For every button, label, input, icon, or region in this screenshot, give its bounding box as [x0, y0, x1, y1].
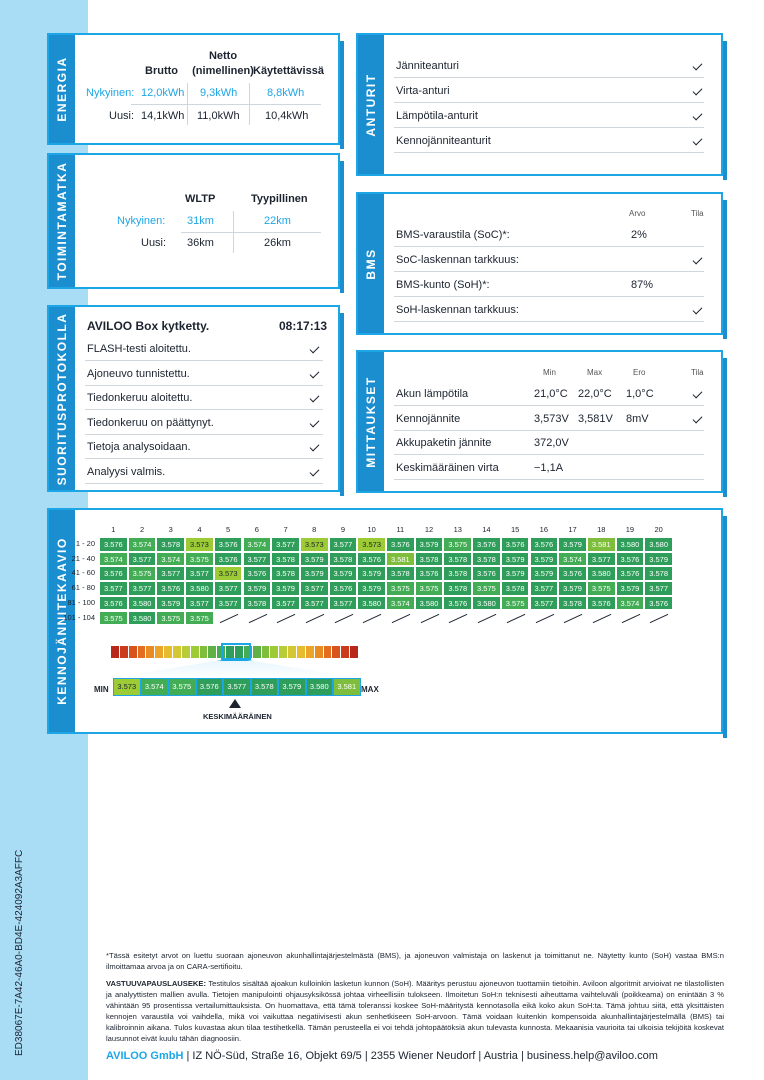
heat-segment — [332, 646, 340, 658]
voltage-cell: 3.574 — [616, 596, 645, 611]
scale-cell: 3.579 — [278, 678, 306, 696]
voltage-cell: 3.580 — [128, 596, 157, 611]
energy-current-netto: 9,3kWh — [200, 87, 238, 99]
voltage-cell: 3.577 — [214, 581, 243, 596]
measurement-min: −1,1A — [534, 461, 564, 474]
voltage-cell: 3.579 — [357, 581, 386, 596]
voltage-cell: 3.575 — [156, 611, 185, 626]
bms-col-status: Tila — [691, 209, 704, 218]
row-label: 61 - 80 — [71, 583, 95, 593]
heat-segment — [129, 646, 137, 658]
voltage-cell: 3.576 — [386, 537, 415, 552]
voltage-cell: 3.575 — [128, 566, 157, 581]
footnote-disclaimer: VASTUUVAPAUSLAUSEKE: Testitulos sisältää ajoakun kulloinkin lasketun kunnon (SoH). Määritys perustuu ajoneuvon tuottamiin tietoihin. Aviloon algoritmit arvioivat ne tilastollisten ja analyyttisten mallien avulla. Tietojen manipulointi ohjausyksikössä johtaa virheellisiin tulokseen. Ilmoitetun SoH:n teknisesti aiheuttama vaihteluväli (poikkeama) on enintään 3 % vähintään 95 prosentissa vertailumittauksista. On huomattava, että tämä toleranssi koskee SoH-määritystä kennotasolla eikä koko akun SoH:ta. Tämä johtuu siitä, että yksittäisten kennojen varaustila voi vaihdella, mikä voi vaikuttaa negatiivisesti akun senhetkiseen SoH-arvoon. Tämä voidaan kuitenkin kompensoida akunhallintajärjestelmällä (BMS) tai kalibroinnin aikana. Tulos kuvastaa akun tilaa testihetkellä. Tämän perusteella ei voi tehdä johtopäätöksiä akun tulevasta kunnosta. Mekaanisia vaurioita tai ulkoisia tekijöitä koskevat lausunnot eivät kuulu tähän diagnoosiin. — [106, 979, 724, 1043]
footer-country: Austria — [483, 1050, 518, 1062]
bms-tab: BMS — [358, 194, 384, 333]
check-icon — [692, 389, 702, 399]
row-divider — [394, 430, 704, 431]
empty-cell-dash — [392, 613, 411, 622]
footer-address: IZ NÖ-Süd, Straße 16, Objekt 69/5 — [192, 1050, 362, 1062]
col-brutto: Brutto — [145, 65, 178, 77]
row-divider — [85, 434, 323, 435]
heat-segment — [270, 646, 278, 658]
average-marker-icon — [229, 699, 241, 708]
voltage-cell: 3.577 — [329, 596, 358, 611]
column-header: 16 — [539, 525, 549, 534]
column-header: 14 — [482, 525, 491, 534]
heat-segment — [208, 646, 216, 658]
empty-cell-dash — [650, 613, 669, 622]
voltage-cell: 3.574 — [243, 537, 272, 552]
heat-segment — [191, 646, 199, 658]
energy-new-available: 10,4kWh — [265, 110, 309, 122]
column-header: 3 — [168, 525, 173, 534]
empty-cell-dash — [621, 613, 640, 622]
voltage-cell: 3.579 — [243, 581, 272, 596]
voltage-cell: 3.575 — [185, 611, 214, 626]
check-icon — [692, 255, 702, 265]
range-current-label: Nykyinen: — [117, 215, 166, 227]
row-divider — [85, 360, 323, 361]
voltage-cell: 3.577 — [214, 596, 243, 611]
voltage-cell: 3.578 — [386, 566, 415, 581]
bms-label: SoH-laskennan tarkkuus: — [396, 304, 519, 316]
meas-col-diff: Ero — [633, 368, 646, 377]
empty-cell-dash — [220, 613, 239, 622]
row-divider — [394, 405, 704, 406]
col-wltp: WLTP — [185, 193, 216, 205]
row-divider — [394, 454, 704, 455]
row-divider — [394, 77, 704, 78]
voltage-cell: 3.580 — [616, 537, 645, 552]
heat-segment — [288, 646, 296, 658]
voltage-cell: 3.577 — [300, 596, 329, 611]
row-label: 1 - 20 — [75, 539, 95, 548]
range-new-typical: 26km — [264, 237, 291, 249]
voltage-cell: 3.577 — [99, 581, 128, 596]
voltage-cell: 3.575 — [99, 611, 128, 626]
row-divider — [394, 127, 704, 128]
column-header: 2 — [139, 525, 145, 534]
measurement-min: 3,573V — [534, 412, 569, 425]
voltage-cell: 3.581 — [386, 552, 415, 567]
row-divider — [394, 321, 704, 322]
range-current-typical: 22km — [264, 215, 291, 227]
measurement-diff: 8mV — [626, 412, 649, 425]
scale-cell: 3.578 — [251, 678, 279, 696]
voltage-cell: 3.577 — [185, 596, 214, 611]
check-icon — [309, 467, 319, 477]
voltage-cell: 3.576 — [214, 552, 243, 567]
scale-cell: 3.581 — [333, 678, 361, 696]
energy-current-brutto: 12,0kWh — [141, 87, 185, 99]
row-divider — [394, 152, 704, 153]
row-divider — [85, 483, 323, 484]
row-label: 101 - 104 — [63, 612, 95, 622]
footer-city: 2355 Wiener Neudorf — [370, 1050, 476, 1062]
check-icon — [309, 393, 319, 403]
protocol-item: Analyysi valmis. — [87, 465, 166, 478]
heat-segment — [200, 646, 208, 658]
row-divider — [85, 458, 323, 459]
voltage-cell: 3.580 — [128, 611, 157, 626]
voltage-cell: 3.578 — [501, 581, 530, 596]
measurement-label: Keskimääräinen virta — [396, 461, 499, 474]
voltage-cell: 3.574 — [99, 552, 128, 567]
energy-new-netto: 11,0kWh — [197, 110, 240, 122]
measurement-min: 372,0V — [534, 437, 569, 449]
check-icon — [692, 136, 702, 146]
column-header: 18 — [597, 525, 606, 534]
bms-value: 2% — [631, 229, 647, 241]
column-header: 5 — [226, 525, 231, 534]
check-icon — [309, 344, 319, 354]
empty-cell-dash — [478, 613, 497, 622]
meas-col-status: Tila — [691, 368, 704, 377]
check-icon — [692, 111, 702, 121]
empty-cell-dash — [593, 613, 612, 622]
voltage-cell: 3.573 — [357, 537, 386, 552]
voltage-cell: 3.580 — [357, 596, 386, 611]
col-netto-sub: (nimellinen) — [192, 65, 254, 77]
toimintamatka-tab: TOIMINTAMATKA — [49, 155, 75, 287]
heat-segment — [120, 646, 128, 658]
empty-cell-dash — [449, 613, 468, 622]
bms-label: SoC-laskennan tarkkuus: — [396, 254, 519, 266]
heat-bar-highlight — [221, 643, 251, 660]
voltage-cell: 3.574 — [386, 596, 415, 611]
voltage-cell: 3.578 — [156, 537, 185, 552]
voltage-cell: 3.579 — [558, 537, 587, 552]
voltage-cell: 3.577 — [243, 552, 272, 567]
voltage-cell: 3.579 — [300, 552, 329, 567]
voltage-cell: 3.579 — [501, 552, 530, 567]
row-label: 21 - 40 — [71, 553, 95, 563]
measurement-label: Akun lämpötila — [396, 388, 469, 400]
voltage-cell: 3.576 — [501, 537, 530, 552]
voltage-cell: 3.576 — [587, 596, 616, 611]
sensor-item: Virta-anturi — [396, 85, 450, 97]
heat-segment — [182, 646, 190, 658]
voltage-cell: 3.578 — [443, 552, 472, 567]
bms-label: BMS-varaustila (SoC)*: — [396, 229, 510, 241]
voltage-cell: 3.579 — [558, 581, 587, 596]
voltage-cell: 3.578 — [644, 566, 673, 581]
meas-col-min: Min — [543, 368, 556, 377]
column-header: 4 — [197, 525, 202, 534]
column-header: 15 — [510, 525, 520, 534]
col-kaytettavissa: Käytettävissä — [253, 65, 324, 77]
voltage-cell: 3.579 — [300, 566, 329, 581]
average-label: KESKIMÄÄRÄINEN — [203, 712, 272, 721]
voltage-cell: 3.576 — [99, 537, 128, 552]
energia-panel — [47, 33, 340, 145]
voltage-cell: 3.577 — [185, 566, 214, 581]
document-id: ED38067E-7A42-46A0-BD4E-424092A3AFFC — [14, 849, 25, 1056]
protocol-item: Tiedonkeruu aloitettu. — [87, 392, 193, 404]
voltage-cell: 3.579 — [644, 552, 673, 567]
heat-segment — [253, 646, 261, 658]
voltage-cell: 3.575 — [415, 581, 444, 596]
column-header: 6 — [254, 525, 259, 534]
scale-cell: 3.576 — [196, 678, 224, 696]
voltage-cell: 3.580 — [587, 566, 616, 581]
heat-segment — [350, 646, 358, 658]
sensor-item: Kennojänniteanturit — [396, 135, 491, 147]
row-divider — [394, 271, 704, 272]
empty-cell-dash — [334, 613, 353, 622]
heat-segment — [146, 646, 154, 658]
sensor-item: Jänniteanturi — [396, 60, 459, 72]
heat-segment — [297, 646, 305, 658]
range-new-label: Uusi: — [141, 237, 167, 249]
empty-cell-dash — [306, 613, 325, 622]
row-divider — [394, 296, 704, 297]
voltage-cell: 3.576 — [156, 581, 185, 596]
column-header: 13 — [453, 525, 462, 534]
voltage-cell: 3.579 — [616, 581, 645, 596]
voltage-cell: 3.578 — [271, 552, 300, 567]
heat-segment — [111, 646, 119, 658]
check-icon — [309, 442, 319, 452]
voltage-cell: 3.580 — [185, 581, 214, 596]
voltage-cell: 3.573 — [214, 566, 243, 581]
voltage-cell: 3.577 — [587, 552, 616, 567]
voltage-cell: 3.579 — [415, 537, 444, 552]
voltage-cell: 3.573 — [300, 537, 329, 552]
new-label: Uusi: — [109, 110, 135, 122]
voltage-cell: 3.576 — [99, 596, 128, 611]
protocol-time: 08:17:13 — [279, 319, 328, 333]
voltage-cell: 3.576 — [214, 537, 243, 552]
voltage-cell: 3.579 — [156, 596, 185, 611]
protocol-item: Ajoneuvo tunnistettu. — [87, 367, 190, 380]
row-label: 41 - 60 — [71, 568, 95, 578]
voltage-cell: 3.580 — [472, 596, 501, 611]
heat-bar-connector — [111, 660, 359, 678]
voltage-cell: 3.579 — [501, 566, 530, 581]
protokolla-tab: SUORITUSPROTOKOLLA — [49, 307, 75, 490]
heat-segment — [341, 646, 349, 658]
heat-segment — [324, 646, 332, 658]
voltage-cell: 3.577 — [271, 596, 300, 611]
protokolla-panel — [47, 305, 340, 492]
empty-cell-dash — [564, 613, 583, 622]
voltage-cell: 3.578 — [415, 552, 444, 567]
voltage-cell: 3.575 — [472, 581, 501, 596]
scale-cell: 3.573 — [113, 678, 141, 696]
voltage-cell: 3.576 — [472, 537, 501, 552]
voltage-cell: 3.576 — [616, 552, 645, 567]
row-divider — [85, 409, 323, 410]
voltage-cell: 3.577 — [530, 581, 559, 596]
empty-cell-dash — [507, 613, 526, 622]
column-header: 9 — [340, 525, 346, 534]
voltage-cell: 3.573 — [185, 537, 214, 552]
voltage-cell: 3.576 — [329, 581, 358, 596]
measurement-label: Akkupaketin jännite — [396, 437, 492, 449]
scale-cell: 3.575 — [168, 678, 196, 696]
check-icon — [309, 369, 319, 379]
kaavio-panel — [47, 508, 723, 734]
measurement-diff: 1,0°C — [626, 388, 654, 400]
voltage-cell: 3.577 — [156, 566, 185, 581]
protocol-item: Tiedonkeruu on päättynyt. — [87, 416, 214, 429]
voltage-cell: 3.577 — [329, 537, 358, 552]
column-header: 11 — [396, 525, 405, 534]
heat-segment — [306, 646, 314, 658]
row-divider — [394, 246, 704, 247]
voltage-cell: 3.576 — [357, 552, 386, 567]
mittaukset-panel — [356, 350, 723, 493]
heat-segment — [164, 646, 172, 658]
empty-cell-dash — [535, 613, 554, 622]
protocol-header: AVILOO Box kytketty. — [87, 319, 210, 333]
range-current-wltp: 31km — [187, 215, 214, 227]
heat-segment — [279, 646, 287, 658]
voltage-cell: 3.579 — [530, 552, 559, 567]
sensor-item: Lämpötila-anturit — [396, 110, 478, 122]
scale-cell: 3.577 — [223, 678, 251, 696]
row-divider — [394, 102, 704, 103]
voltage-cell: 3.577 — [644, 581, 673, 596]
measurement-label: Kennojännite — [396, 412, 461, 425]
voltage-cell: 3.576 — [644, 596, 673, 611]
voltage-cell: 3.577 — [300, 581, 329, 596]
range-new-wltp: 36km — [187, 237, 214, 249]
check-icon — [692, 86, 702, 96]
check-icon — [692, 305, 702, 315]
column-header: 12 — [424, 525, 434, 534]
anturit-tab: ANTURIT — [358, 35, 384, 174]
voltage-cell: 3.578 — [271, 566, 300, 581]
voltage-cell: 3.581 — [587, 537, 616, 552]
bms-value: 87% — [631, 279, 654, 291]
check-icon — [692, 61, 702, 71]
empty-cell-dash — [420, 613, 439, 622]
protocol-item: Tietoja analysoidaan. — [87, 441, 191, 453]
anturit-panel — [356, 33, 723, 176]
energy-new-brutto: 14,1kWh — [141, 110, 185, 122]
voltage-cell: 3.574 — [558, 552, 587, 567]
row-label: 81 - 100 — [67, 597, 95, 607]
voltage-cell: 3.579 — [329, 566, 358, 581]
empty-cell-dash — [277, 613, 296, 622]
voltage-cell: 3.575 — [386, 581, 415, 596]
voltage-cell: 3.579 — [357, 566, 386, 581]
voltage-cell: 3.577 — [128, 581, 157, 596]
scale-cell: 3.580 — [306, 678, 334, 696]
footnote-bms: *Tässä esitetyt arvot on luettu suoraan ajoneuvon akunhallintajärjestelmästä (BMS), ja ajoneuvon valmistaja on laskenut ja toimittanut ne. Näytetty kunto (SoH) vastaa BMS:n ilmoittamaa arvoa ja on CARA-sertifioitu. — [106, 951, 724, 971]
voltage-cell: 3.574 — [156, 552, 185, 567]
voltage-cell: 3.576 — [243, 566, 272, 581]
voltage-cell: 3.578 — [443, 566, 472, 581]
voltage-cell: 3.575 — [587, 581, 616, 596]
empty-cell-dash — [248, 613, 267, 622]
voltage-cell: 3.578 — [443, 581, 472, 596]
voltage-cell: 3.576 — [415, 566, 444, 581]
energy-current-available: 8,8kWh — [267, 87, 305, 99]
voltage-cell: 3.579 — [530, 566, 559, 581]
heat-segment — [173, 646, 181, 658]
footer: AVILOO GmbH | IZ NÖ-Süd, Straße 16, Objekt 69/5 | 2355 Wiener Neudorf | Austria | business.help@aviloo.com — [106, 1050, 658, 1062]
bms-label: BMS-kunto (SoH)*: — [396, 279, 490, 291]
voltage-cell: 3.576 — [443, 596, 472, 611]
column-header: 19 — [625, 525, 635, 534]
voltage-cell: 3.578 — [472, 552, 501, 567]
footer-email[interactable]: business.help@aviloo.com — [526, 1050, 658, 1062]
measurement-max: 22,0°C — [578, 388, 612, 400]
energia-tab: ENERGIA — [49, 35, 75, 143]
voltage-cell: 3.577 — [530, 596, 559, 611]
voltage-cell: 3.578 — [243, 596, 272, 611]
column-header: 1 — [111, 525, 116, 534]
voltage-cell: 3.574 — [128, 537, 157, 552]
voltage-cell: 3.578 — [329, 552, 358, 567]
footer-company: AVILOO GmbH — [106, 1050, 184, 1062]
voltage-cell: 3.580 — [644, 537, 673, 552]
col-netto: Netto — [208, 50, 238, 62]
voltage-cell: 3.576 — [530, 537, 559, 552]
voltage-cell: 3.576 — [99, 566, 128, 581]
column-header: 17 — [568, 525, 577, 534]
voltage-cell: 3.577 — [128, 552, 157, 567]
current-label: Nykyinen: — [86, 87, 135, 99]
scale-cell: 3.574 — [141, 678, 169, 696]
voltage-cell: 3.576 — [558, 566, 587, 581]
column-header: 7 — [283, 525, 288, 534]
voltage-cell: 3.575 — [443, 537, 472, 552]
check-icon — [309, 418, 319, 428]
heat-segment — [315, 646, 323, 658]
voltage-cell: 3.580 — [415, 596, 444, 611]
col-typical: Tyypillinen — [251, 193, 308, 205]
heat-segment — [262, 646, 270, 658]
scale-max-label: MAX — [361, 685, 379, 694]
column-header: 20 — [654, 525, 663, 534]
voltage-cell: 3.575 — [185, 552, 214, 567]
row-divider — [85, 385, 323, 386]
voltage-cell: 3.578 — [558, 596, 587, 611]
meas-col-max: Max — [587, 368, 603, 377]
check-icon — [692, 414, 702, 424]
heat-segment — [138, 646, 146, 658]
voltage-cell: 3.577 — [271, 537, 300, 552]
voltage-cell: 3.576 — [472, 566, 501, 581]
measurement-min: 21,0°C — [534, 388, 568, 400]
heat-segment — [155, 646, 163, 658]
bms-col-value: Arvo — [629, 209, 646, 218]
empty-cell-dash — [363, 613, 382, 622]
column-header: 10 — [367, 525, 376, 534]
column-header: 8 — [312, 525, 317, 534]
voltage-cell: 3.576 — [616, 566, 645, 581]
toimintamatka-panel — [47, 153, 340, 289]
voltage-cell: 3.579 — [271, 581, 300, 596]
measurement-max: 3,581V — [578, 412, 613, 425]
kaavio-tab: KENNOJÄNNITEKAAVIO — [49, 510, 75, 732]
voltage-cell: 3.575 — [501, 596, 530, 611]
bms-panel — [356, 192, 723, 335]
protocol-item: FLASH-testi aloitettu. — [87, 343, 191, 355]
row-divider — [394, 479, 704, 480]
mittaukset-tab: MITTAUKSET — [358, 352, 384, 491]
scale-min-label: MIN — [94, 685, 109, 694]
